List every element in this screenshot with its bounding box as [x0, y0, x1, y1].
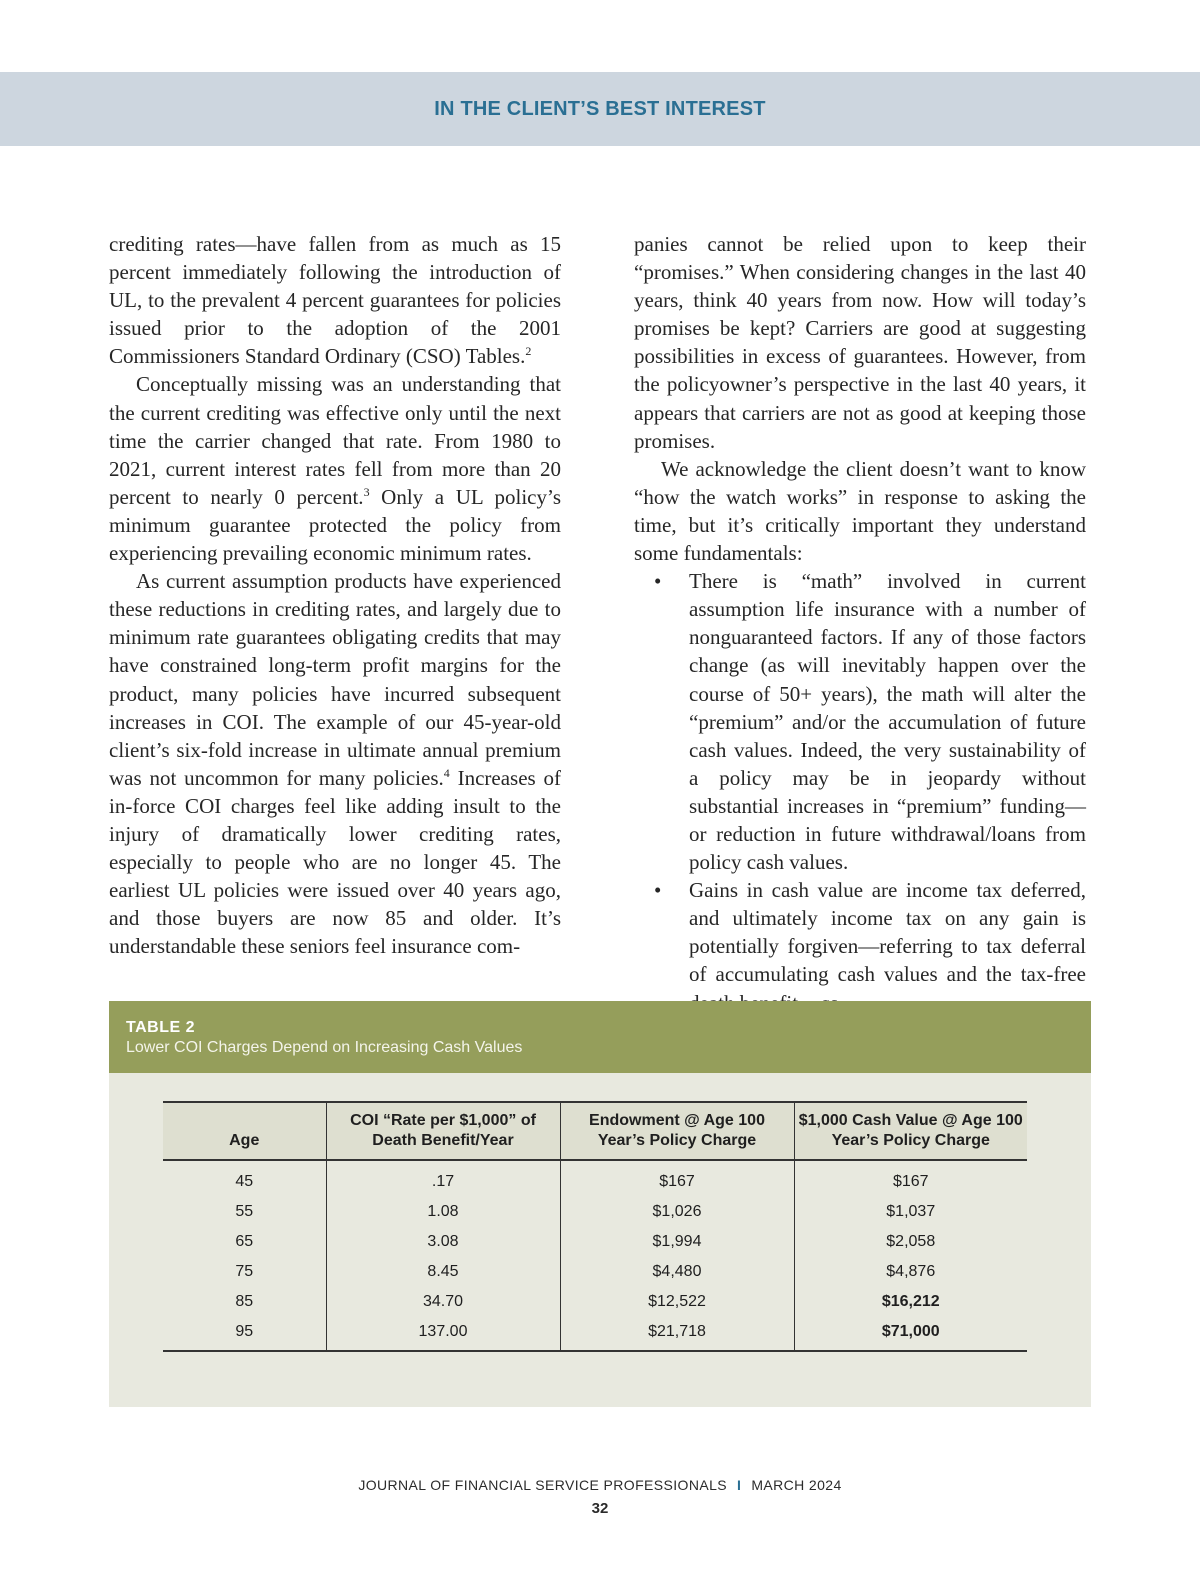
table-cell: $2,058 [794, 1227, 1027, 1257]
table-cell: 65 [235, 1233, 254, 1250]
table-cell: $1,037 [794, 1197, 1027, 1227]
table-label: TABLE 2 [126, 1019, 195, 1036]
right-paragraph-2: We acknowledge the client doesn’t want to know “how the watch works” in response to asking the time, but it’s critically important they understand some fundamentals: [634, 456, 1086, 566]
table-row [163, 1227, 1027, 1257]
table-cell: $167 [794, 1160, 1027, 1197]
table-row [163, 1287, 1027, 1317]
table-cell: 85 [235, 1293, 254, 1310]
left-paragraph-2 [109, 370, 561, 567]
running-header-title: IN THE CLIENT’S BEST INTEREST [434, 97, 766, 120]
left-paragraph-3 [109, 567, 561, 960]
list-item [634, 876, 1086, 1016]
table-title: Lower COI Charges Depend on Increasing Cash Values [126, 1039, 523, 1056]
journal-name: JOURNAL OF FINANCIAL SERVICE PROFESSIONALS [358, 1477, 728, 1493]
table-cell: 3.08 [326, 1227, 560, 1257]
footer-separator: I [737, 1477, 742, 1493]
right-paragraph-1: panies cannot be relied upon to keep their “promises.” When considering changes in the last 40 years, think 40 years from now. How will today’s promises be kept? Carriers are good at suggesting possibilities in excess of guarantees. However, from the policyowner’s perspective in the last 40 years, it appears that carriers are not as good at keeping those promises. [634, 232, 1086, 453]
table-cell-emphasized: $71,000 [794, 1317, 1027, 1351]
table-cell: 8.45 [326, 1257, 560, 1287]
issue-date: MARCH 2024 [751, 1477, 842, 1493]
table-cell: .17 [326, 1160, 560, 1197]
footnote-ref-2: 2 [525, 344, 532, 359]
table-cell: 55 [235, 1203, 254, 1220]
left-paragraph-3-text-b: Increases of in-force COI charges feel like adding insult to the injury of dramatically lower crediting rates, especially to people who are no longer 45. The earliest UL policies were issued over 40 years ago, and those buyers are now 85 and older. It’s understandable these seniors feel insurance com- [109, 765, 561, 959]
table-row [163, 1160, 1027, 1197]
table-cell: 45 [235, 1173, 254, 1190]
left-paragraph-2-text-a: Conceptually missing was an understanding that the current crediting was effective only until the next time the carrier changed that rate. From 1980 to 2021, current interest rates fell from more than 20 percent to nearly 0 percent. [109, 372, 561, 509]
header-cash-value-charge: $1,000 Cash Value @ Age 100 Year’s Policy Charge [794, 1102, 1027, 1160]
left-paragraph-1 [109, 230, 561, 370]
list-item-text: There is “math” involved in current assumption life insurance with a number of nonguaranteed factors. If any of those factors change (as will inevitably happen over the course of 50+ years), the math will alter the “premium” and/or the accumulation of future cash values. Indeed, the very sustainability of a policy may be in jeopardy without substantial increases in “premium” funding—or reduction in future withdrawal/loans from policy cash values. [689, 569, 1086, 875]
header-age: Age [163, 1102, 326, 1160]
bullet-icon: • [654, 878, 662, 903]
left-column [109, 230, 561, 960]
table-cell: $1,026 [560, 1197, 794, 1227]
footnote-ref-3: 3 [363, 484, 370, 499]
footnote-ref-4: 4 [443, 765, 450, 780]
table-cell: $4,876 [794, 1257, 1027, 1287]
page-footer [0, 1476, 1200, 1518]
table-2-panel [109, 1001, 1091, 1407]
table-cell: $167 [560, 1160, 794, 1197]
table-caption [109, 1001, 1091, 1073]
table-cell: 137.00 [326, 1317, 560, 1351]
header-endowment-charge: Endowment @ Age 100 Year’s Policy Charge [560, 1102, 794, 1160]
table-cell: $1,994 [560, 1227, 794, 1257]
left-paragraph-1-text: crediting rates—have fallen from as much as 15 percent immediately following the introduction of UL, to the prevalent 4 percent guarantees for policies issued prior to the adoption of the 2001 Commissioners Standard Ordinary (CSO) Tables. [109, 232, 561, 369]
table-cell-emphasized: $16,212 [794, 1287, 1027, 1317]
fundamentals-list [634, 567, 1086, 1017]
table-row [163, 1257, 1027, 1287]
header-coi-rate: COI “Rate per $1,000” of Death Benefit/Year [326, 1102, 560, 1160]
table-cell: $12,522 [560, 1287, 794, 1317]
left-paragraph-2-text-b: Only a UL policy’s minimum guarantee protected the policy from experiencing prevailing economic minimum rates. [109, 484, 562, 566]
coi-table [163, 1101, 1027, 1352]
left-paragraph-3-text-a: As current assumption products have experienced these reductions in crediting rates, and largely due to minimum rate guarantees obligating credits that may have constrained long-term profit margins for the product, many policies have incurred subsequent increases in COI. The example of our 45-year-old client’s six-fold increase in ultimate annual premium was not uncommon for many policies. [109, 569, 561, 790]
table-row [163, 1197, 1027, 1227]
list-item-text: Gains in cash value are income tax deferred, and ultimately income tax on any gain is potentially forgiven—referring to tax deferral of accumulating cash values and the tax-free [689, 878, 1086, 987]
list-item [634, 567, 1086, 876]
running-header [0, 72, 1200, 146]
table-cell: 95 [163, 1317, 326, 1351]
table-header-row [163, 1102, 1027, 1160]
right-column [634, 230, 1086, 1017]
table-row [163, 1317, 1027, 1351]
table-cell: 75 [235, 1263, 254, 1280]
bullet-icon: • [654, 569, 662, 594]
table-cell: $21,718 [560, 1317, 794, 1351]
table-cell: 34.70 [326, 1287, 560, 1317]
table-cell: 1.08 [326, 1197, 560, 1227]
table-cell: $4,480 [560, 1257, 794, 1287]
footer-line [0, 1476, 1200, 1494]
page-number: 32 [591, 1500, 609, 1517]
